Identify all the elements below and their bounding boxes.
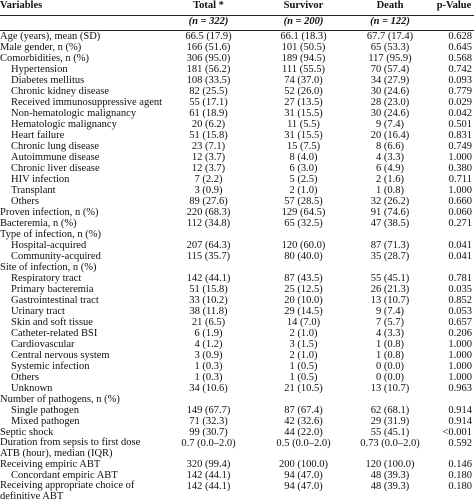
total-cell: 23 (7.1) (156, 141, 261, 152)
survivor-cell: 21 (10.5) (261, 383, 346, 394)
survivor-cell: 6 (3.0) (261, 163, 346, 174)
total-cell (156, 262, 261, 273)
row-label: Receiving empiric ABT (0, 459, 156, 470)
survivor-cell: 3 (1.5) (261, 339, 346, 350)
death-cell: 1 (0.8) (346, 339, 434, 350)
death-cell: 0 (0.0) (346, 372, 434, 383)
survivor-cell: 5 (2.5) (261, 174, 346, 185)
table-row (0, 174, 474, 185)
p-value-cell: 0.749 (434, 141, 474, 152)
total-cell: 21 (6.5) (156, 317, 261, 328)
table-row (0, 130, 474, 141)
total-cell: 7 (2.2) (156, 174, 261, 185)
table-row (0, 383, 474, 394)
p-value-cell: 1.000 (434, 152, 474, 163)
total-cell: 61 (18.9) (156, 108, 261, 119)
table-row (0, 218, 474, 229)
row-label: Received immunosuppressive agent (0, 97, 156, 108)
death-cell: 2 (1.6) (346, 174, 434, 185)
row-label: Community-acquired (0, 251, 156, 262)
row-label: Concordant empiric ABT (0, 470, 156, 481)
row-label: Others (0, 196, 156, 207)
death-cell: 34 (27.9) (346, 75, 434, 86)
row-label: Male gender, n (%) (0, 42, 156, 53)
death-cell: 6 (4.9) (346, 163, 434, 174)
total-cell: 82 (25.5) (156, 86, 261, 97)
survivor-cell: 15 (7.5) (261, 141, 346, 152)
subheader-survivor: (n = 200) (261, 16, 346, 31)
death-cell: 7 (5.7) (346, 317, 434, 328)
death-cell: 1 (0.8) (346, 185, 434, 196)
table-row (0, 295, 474, 306)
total-cell: 20 (6.2) (156, 119, 261, 130)
row-label: Diabetes mellitus (0, 75, 156, 86)
subheader-total: (n = 322) (156, 16, 261, 31)
subheader-p-value (434, 16, 474, 31)
table-row (0, 416, 474, 427)
row-label: Chronic lung disease (0, 141, 156, 152)
total-cell: 320 (99.4) (156, 459, 261, 470)
death-cell: 4 (3.3) (346, 152, 434, 163)
p-value-cell: 0.060 (434, 207, 474, 218)
death-cell: 29 (31.9) (346, 416, 434, 427)
total-cell: 66.5 (17.9) (156, 31, 261, 43)
p-value-cell: 0.645 (434, 42, 474, 53)
survivor-cell: 129 (64.5) (261, 207, 346, 218)
survivor-cell: 31 (15.5) (261, 130, 346, 141)
row-label: Systemic infection (0, 361, 156, 372)
total-cell: 51 (15.8) (156, 284, 261, 295)
table-row (0, 240, 474, 251)
p-value-cell: 1.000 (434, 372, 474, 383)
table-row (0, 141, 474, 152)
total-cell: 207 (64.3) (156, 240, 261, 251)
survivor-cell (261, 394, 346, 405)
total-cell: 112 (34.8) (156, 218, 261, 229)
survivor-cell: 101 (50.5) (261, 42, 346, 53)
survivor-cell: 2 (1.0) (261, 185, 346, 196)
death-cell: 32 (26.2) (346, 196, 434, 207)
death-cell: 1 (0.8) (346, 350, 434, 361)
table-row (0, 207, 474, 218)
p-value-cell: 1.000 (434, 350, 474, 361)
row-label: HIV infection (0, 174, 156, 185)
table-row (0, 86, 474, 97)
row-label: Site of infection, n (%) (0, 262, 156, 273)
row-label: Hematologic malignancy (0, 119, 156, 130)
total-cell: 181 (56.2) (156, 64, 261, 75)
row-label: Number of pathogens, n (%) (0, 394, 156, 405)
survivor-cell: 8 (4.0) (261, 152, 346, 163)
survivor-cell: 94 (47.0) (261, 470, 346, 481)
column-header-death: Death (346, 0, 434, 16)
row-label: Autoimmune disease (0, 152, 156, 163)
table-row (0, 185, 474, 196)
p-value-cell: 0.180 (434, 470, 474, 481)
column-header-survivor: Survivor (261, 0, 346, 16)
p-value-cell: 0.657 (434, 317, 474, 328)
total-cell: 12 (3.7) (156, 152, 261, 163)
p-value-cell: 0.146 (434, 459, 474, 470)
death-cell: 47 (38.5) (346, 218, 434, 229)
total-cell: 142 (44.1) (156, 481, 261, 502)
total-cell: 12 (3.7) (156, 163, 261, 174)
total-cell: 166 (51.6) (156, 42, 261, 53)
row-label: Unknown (0, 383, 156, 394)
column-header-variables: Variables (0, 0, 156, 16)
death-cell: 55 (45.1) (346, 273, 434, 284)
p-value-cell: 0.206 (434, 328, 474, 339)
p-value-cell: 0.779 (434, 86, 474, 97)
total-cell: 55 (17.1) (156, 97, 261, 108)
p-value-cell: 0.041 (434, 240, 474, 251)
total-cell (156, 394, 261, 405)
survivor-cell: 111 (55.5) (261, 64, 346, 75)
survivor-cell: 87 (43.5) (261, 273, 346, 284)
row-label: Type of infection, n (%) (0, 229, 156, 240)
survivor-cell: 42 (32.6) (261, 416, 346, 427)
row-label: Heart failure (0, 130, 156, 141)
death-cell (346, 262, 434, 273)
p-value-cell (434, 229, 474, 240)
table-row (0, 438, 474, 459)
row-label: Duration from sepsis to first dose ATB (hour), median (IQR) (0, 438, 156, 459)
death-cell: 28 (23.0) (346, 97, 434, 108)
p-value-cell: 0.592 (434, 438, 474, 459)
death-cell: 8 (6.6) (346, 141, 434, 152)
total-cell: 115 (35.7) (156, 251, 261, 262)
total-cell: 220 (68.3) (156, 207, 261, 218)
total-cell: 89 (27.6) (156, 196, 261, 207)
death-cell: 9 (7.4) (346, 306, 434, 317)
total-cell: 3 (0.9) (156, 350, 261, 361)
table-row (0, 262, 474, 273)
p-value-cell: 1.000 (434, 339, 474, 350)
row-label: Skin and soft tissue (0, 317, 156, 328)
survivor-cell: 66.1 (18.3) (261, 31, 346, 43)
p-value-cell (434, 262, 474, 273)
death-cell: 4 (3.3) (346, 328, 434, 339)
table-row (0, 350, 474, 361)
survivor-cell: 25 (12.5) (261, 284, 346, 295)
row-label: Others (0, 372, 156, 383)
survivor-cell: 87 (67.4) (261, 405, 346, 416)
header-row (0, 0, 474, 16)
survivor-cell: 0.5 (0.0–2.0) (261, 438, 346, 459)
row-label: Primary bacteremia (0, 284, 156, 295)
survivor-cell: 20 (10.0) (261, 295, 346, 306)
p-value-cell: 0.831 (434, 130, 474, 141)
table-row (0, 196, 474, 207)
death-cell: 13 (10.7) (346, 383, 434, 394)
column-header-total: Total * (156, 0, 261, 16)
table-row (0, 53, 474, 64)
survivor-cell: 94 (47.0) (261, 481, 346, 502)
survivor-cell: 2 (1.0) (261, 328, 346, 339)
subheader-row (0, 16, 474, 31)
p-value-cell: 0.035 (434, 284, 474, 295)
p-value-cell: 0.029 (434, 97, 474, 108)
table-row (0, 31, 474, 43)
death-cell: 70 (57.4) (346, 64, 434, 75)
row-label: Hypertension (0, 64, 156, 75)
death-cell: 9 (7.4) (346, 119, 434, 130)
table-row (0, 75, 474, 86)
p-value-cell: 0.093 (434, 75, 474, 86)
row-label: Chronic liver disease (0, 163, 156, 174)
row-label: Gastrointestinal tract (0, 295, 156, 306)
row-label: Septic shock (0, 427, 156, 438)
p-value-cell: 0.781 (434, 273, 474, 284)
survivor-cell: 52 (26.0) (261, 86, 346, 97)
p-value-cell: 0.914 (434, 416, 474, 427)
survivor-cell: 1 (0.5) (261, 372, 346, 383)
table-row (0, 108, 474, 119)
p-value-cell: 0.660 (434, 196, 474, 207)
p-value-cell: 0.628 (434, 31, 474, 43)
total-cell: 1 (0.3) (156, 361, 261, 372)
table-row (0, 42, 474, 53)
survivor-cell: 65 (32.5) (261, 218, 346, 229)
total-cell: 3 (0.9) (156, 185, 261, 196)
total-cell: 142 (44.1) (156, 273, 261, 284)
total-cell: 34 (10.6) (156, 383, 261, 394)
death-cell: 55 (45.1) (346, 427, 434, 438)
death-cell: 120 (100.0) (346, 459, 434, 470)
total-cell: 4 (1.2) (156, 339, 261, 350)
death-cell: 117 (95.9) (346, 53, 434, 64)
death-cell (346, 229, 434, 240)
table-row (0, 405, 474, 416)
total-cell: 38 (11.8) (156, 306, 261, 317)
total-cell: 99 (30.7) (156, 427, 261, 438)
p-value-cell: 0.501 (434, 119, 474, 130)
subheader-death: (n = 122) (346, 16, 434, 31)
row-label: Catheter-related BSI (0, 328, 156, 339)
survivor-cell: 27 (13.5) (261, 97, 346, 108)
p-value-cell: 1.000 (434, 361, 474, 372)
death-cell: 20 (16.4) (346, 130, 434, 141)
row-label: Single pathogen (0, 405, 156, 416)
row-label: Mixed pathogen (0, 416, 156, 427)
survivor-cell: 120 (60.0) (261, 240, 346, 251)
column-header-p-value: p-Value (434, 0, 474, 16)
death-cell: 48 (39.3) (346, 481, 434, 502)
p-value-cell: 0.963 (434, 383, 474, 394)
death-cell: 62 (68.1) (346, 405, 434, 416)
table-row (0, 273, 474, 284)
survivor-cell: 57 (28.5) (261, 196, 346, 207)
death-cell: 65 (53.3) (346, 42, 434, 53)
survivor-cell: 189 (94.5) (261, 53, 346, 64)
row-label: Respiratory tract (0, 273, 156, 284)
p-value-cell: 0.852 (434, 295, 474, 306)
table-row (0, 306, 474, 317)
total-cell: 33 (10.2) (156, 295, 261, 306)
total-cell: 108 (33.5) (156, 75, 261, 86)
row-label: Proven infection, n (%) (0, 207, 156, 218)
table-row (0, 152, 474, 163)
death-cell: 30 (24.6) (346, 108, 434, 119)
table-row (0, 317, 474, 328)
table-row (0, 394, 474, 405)
death-cell: 91 (74.6) (346, 207, 434, 218)
table-row (0, 372, 474, 383)
total-cell: 0.7 (0.0–2.0) (156, 438, 261, 459)
table-row (0, 64, 474, 75)
table-row (0, 481, 474, 502)
survivor-cell (261, 229, 346, 240)
table-row (0, 97, 474, 108)
table-row (0, 251, 474, 262)
survivor-cell: 74 (37.0) (261, 75, 346, 86)
row-label: Cardiovascular (0, 339, 156, 350)
row-label: Age (years), mean (SD) (0, 31, 156, 43)
p-value-cell: 0.271 (434, 218, 474, 229)
table-row (0, 163, 474, 174)
p-value-cell: 0.180 (434, 481, 474, 502)
p-value-cell: 0.711 (434, 174, 474, 185)
p-value-cell: 1.000 (434, 185, 474, 196)
total-cell (156, 229, 261, 240)
p-value-cell: 0.053 (434, 306, 474, 317)
p-value-cell: 0.380 (434, 163, 474, 174)
table-row (0, 328, 474, 339)
survivor-cell: 1 (0.5) (261, 361, 346, 372)
survivor-cell: 14 (7.0) (261, 317, 346, 328)
row-label: Hospital-acquired (0, 240, 156, 251)
p-value-cell: 0.914 (434, 405, 474, 416)
survivor-cell: 200 (100.0) (261, 459, 346, 470)
death-cell: 35 (28.7) (346, 251, 434, 262)
survivor-cell: 44 (22.0) (261, 427, 346, 438)
row-label: Receiving appropriate choice of definitive ABT (0, 481, 156, 502)
row-label: Chronic kidney disease (0, 86, 156, 97)
p-value-cell: 0.568 (434, 53, 474, 64)
death-cell: 87 (71.3) (346, 240, 434, 251)
p-value-cell: 0.042 (434, 108, 474, 119)
death-cell: 30 (24.6) (346, 86, 434, 97)
total-cell: 1 (0.3) (156, 372, 261, 383)
row-label: Non-hematologic malignancy (0, 108, 156, 119)
table-row (0, 361, 474, 372)
death-cell (346, 394, 434, 405)
survivor-cell: 31 (15.5) (261, 108, 346, 119)
death-cell: 67.7 (17.4) (346, 31, 434, 43)
death-cell: 0 (0.0) (346, 361, 434, 372)
table-row (0, 459, 474, 470)
row-label: Central nervous system (0, 350, 156, 361)
survivor-cell: 29 (14.5) (261, 306, 346, 317)
death-cell: 13 (10.7) (346, 295, 434, 306)
total-cell: 6 (1.9) (156, 328, 261, 339)
total-cell: 306 (95.0) (156, 53, 261, 64)
table-body (0, 31, 474, 502)
row-label: Comorbidities, n (%) (0, 53, 156, 64)
survivor-cell (261, 262, 346, 273)
table-row (0, 119, 474, 130)
p-value-cell: <0.001 (434, 427, 474, 438)
row-label: Bacteremia, n (%) (0, 218, 156, 229)
row-label: Transplant (0, 185, 156, 196)
subheader-variables (0, 16, 156, 31)
row-label: Urinary tract (0, 306, 156, 317)
death-cell: 48 (39.3) (346, 470, 434, 481)
death-cell: 26 (21.3) (346, 284, 434, 295)
table-row (0, 339, 474, 350)
table-row (0, 284, 474, 295)
table-row (0, 229, 474, 240)
p-value-cell: 0.742 (434, 64, 474, 75)
total-cell: 142 (44.1) (156, 470, 261, 481)
total-cell: 71 (32.3) (156, 416, 261, 427)
total-cell: 51 (15.8) (156, 130, 261, 141)
p-value-cell (434, 394, 474, 405)
death-cell: 0.73 (0.0–2.0) (346, 438, 434, 459)
survivor-cell: 80 (40.0) (261, 251, 346, 262)
total-cell: 149 (67.7) (156, 405, 261, 416)
survivor-cell: 11 (5.5) (261, 119, 346, 130)
survivor-cell: 2 (1.0) (261, 350, 346, 361)
p-value-cell: 0.041 (434, 251, 474, 262)
table-row (0, 470, 474, 481)
